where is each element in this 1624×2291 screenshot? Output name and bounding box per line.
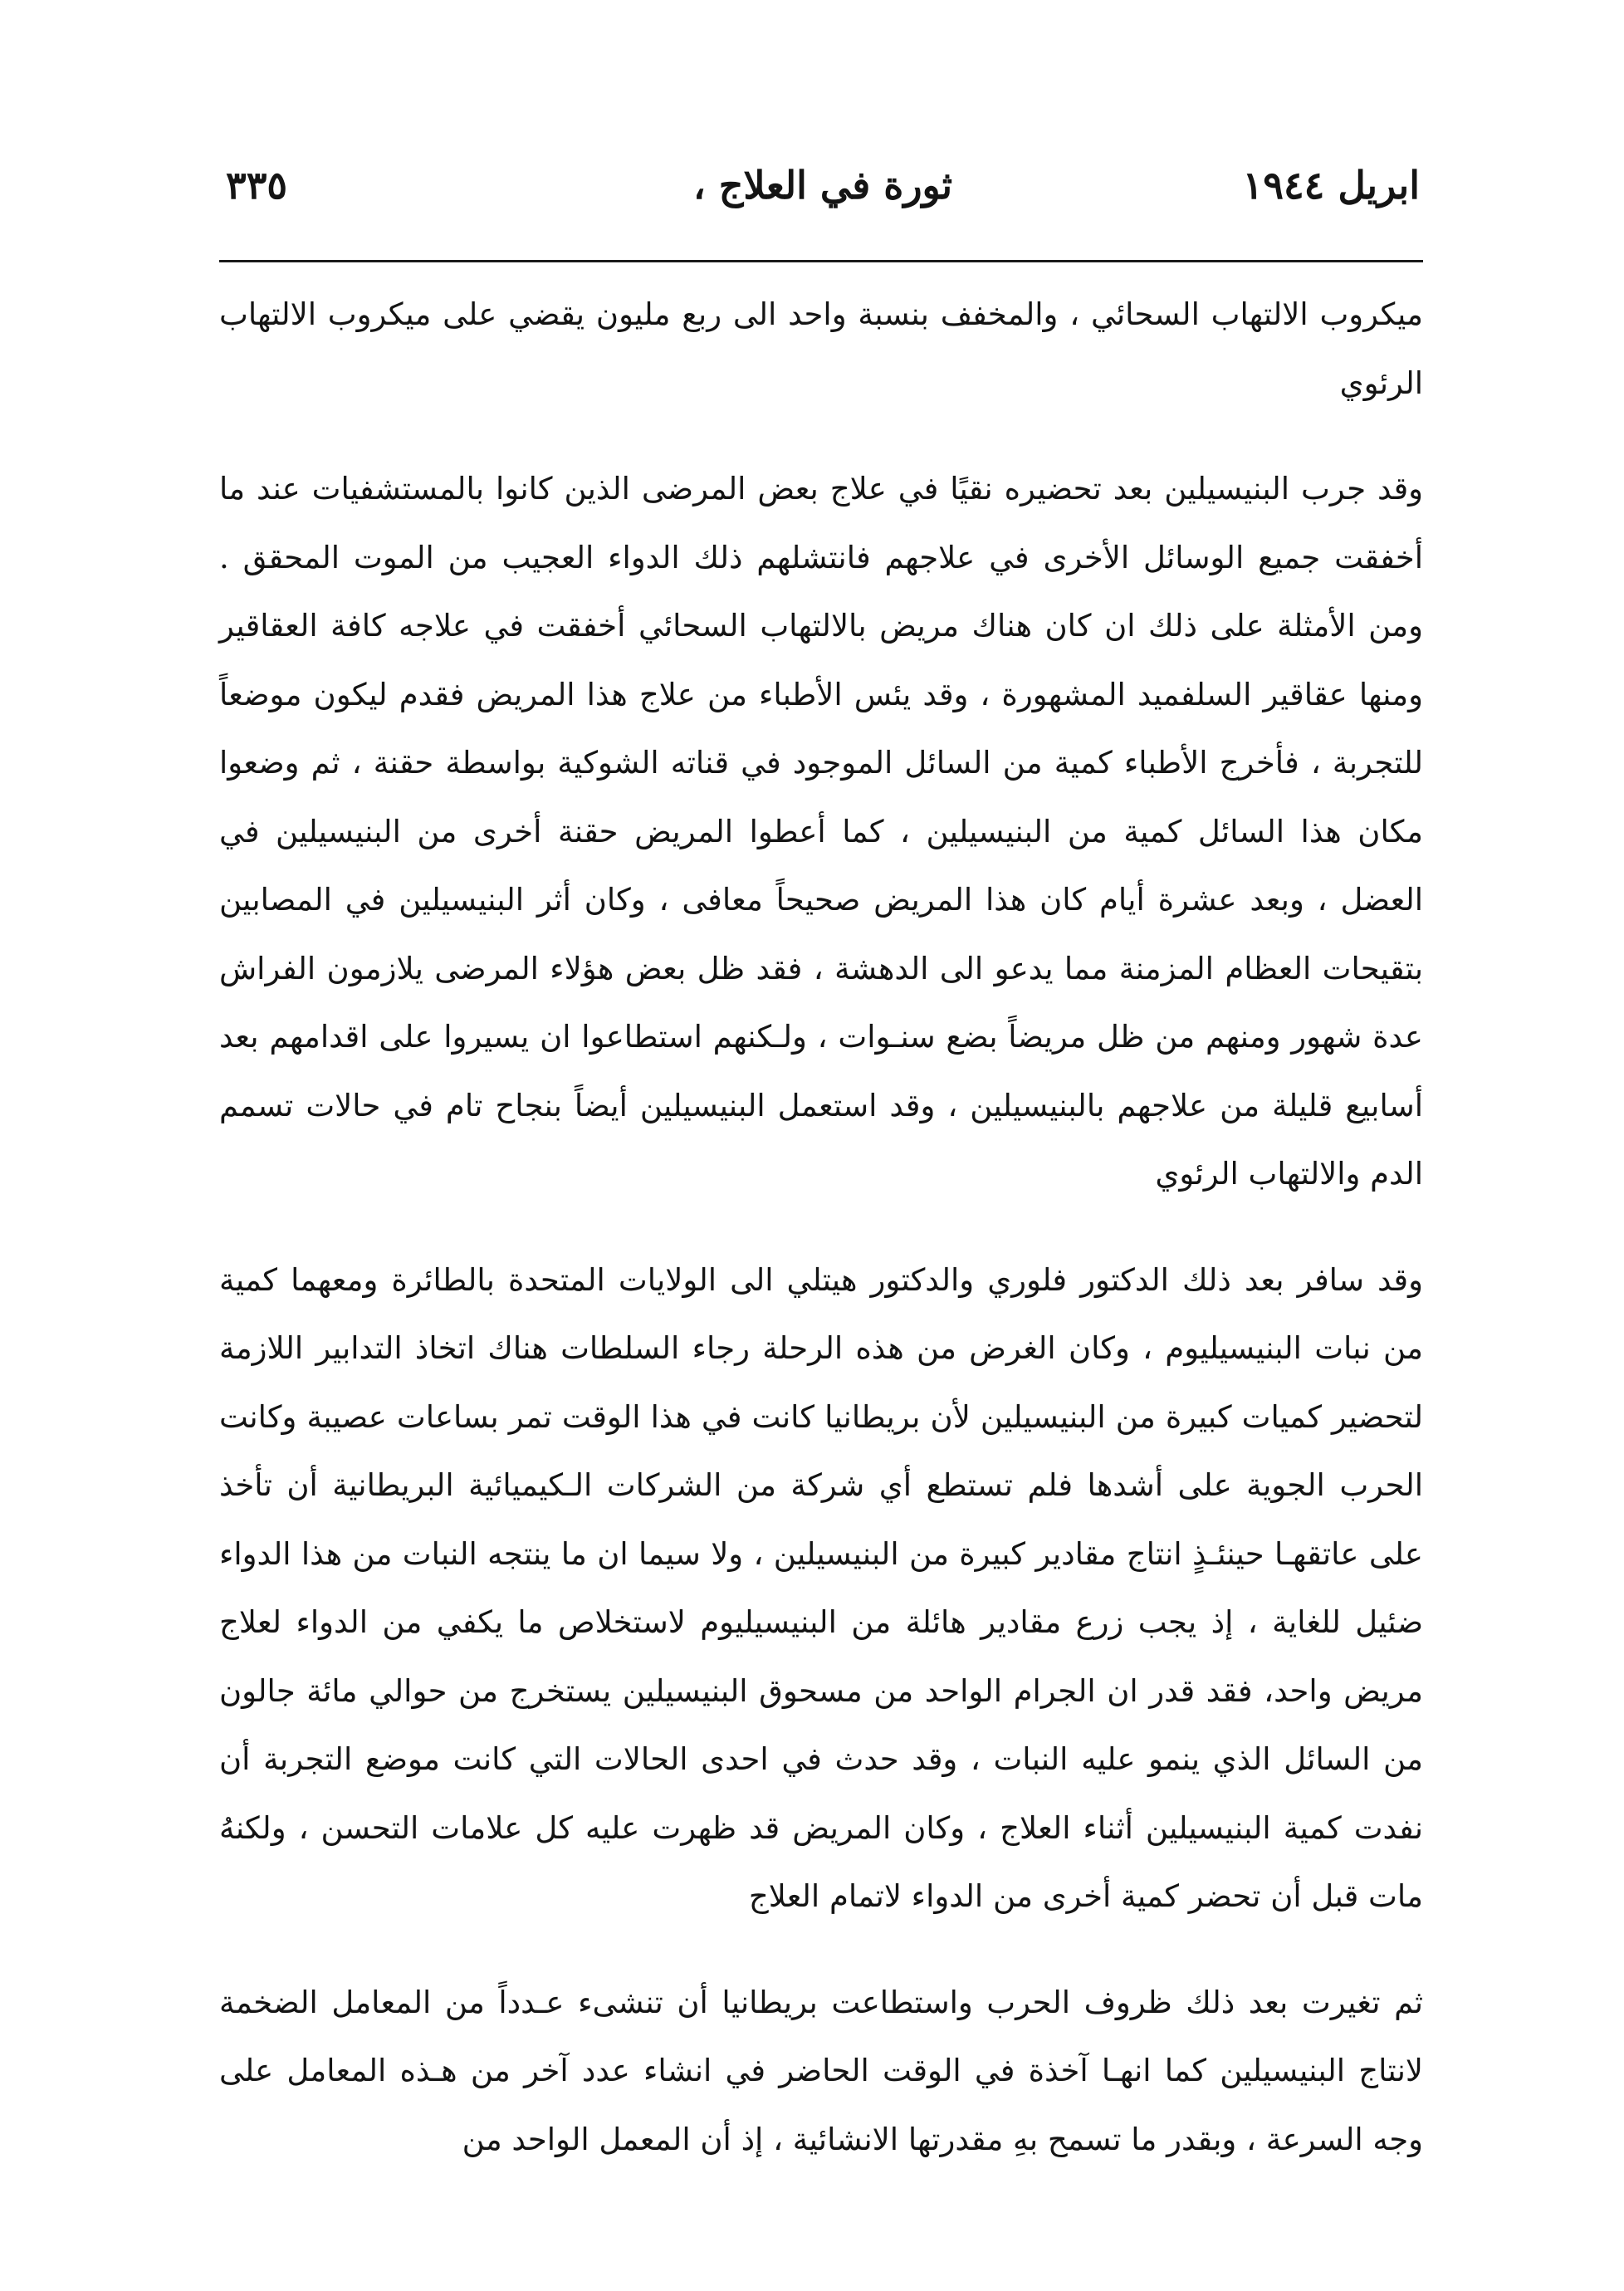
header-title: ثورة في العلاج ، xyxy=(692,163,953,208)
page-number: ٣٣٥ xyxy=(226,163,288,208)
header-date: ابريل ١٩٤٤ xyxy=(1242,163,1420,208)
paragraph: وقد جرب البنيسيلين بعد تحضيره نقيًا في علاج بعض المرضى الذين كانوا بالمستشفيات عند ما أخفقت جميع الوسائل الأخرى في علاجهم فانتشلهم ذلك الدواء العجيب من الموت المحقق . ومن الأمثلة على ذلك ان كان هناك مريض بالالتهاب السحائي أخفقت في علاجه كافة العقاقير ومنها عقاقير السلفميد المشهورة ، وقد يئس الأطباء من علاج هذا المريض فقدم ليكون موضعاً للتجربة ، فأخرج الأطباء كمية من السائل الموجود في قناته الشوكية بواسطة حقنة ، ثم وضعوا مكان هذا السائل كمية من البنيسيلين ، كما أعطوا المريض حقنة أخرى من البنيسيلين في العضل ، وبعد عشرة أيام كان هذا المريض صحيحاً معافى ، وكان أثر البنيسيلين في المصابين بتقيحات العظام المزمنة مما يدعو الى الدهشة ، فقد ظل بعض هؤلاء المرضى يلازمون الفراش عدة شهور ومنهم من ظل مريضاً بضع سنـوات ، ولـكنهم استطاعوا ان يسيروا على اقدامهم بعد أسابيع قليلة من علاجهم بالبنيسيلين ، وقد استعمل البنيسيلين أيضاً بنجاح تام في حالات تسمم الدم والالتهاب الرئوي xyxy=(219,471,1423,1192)
paragraph: وقد سافر بعد ذلك الدكتور فلوري والدكتور هيتلي الى الولايات المتحدة بالطائرة ومعهما كمية من نبات البنيسيليوم ، وكان الغرض من هذه الرحلة رجاء السلطات هناك اتخاذ التدابير اللازمة لتحضير كميات كبيرة من البنيسيلين لأن بريطانيا كانت في هذا الوقت تمر بساعات عصيبة وكانت الحرب الجوية على أشدها فلم تستطع أي شركة من الشركات الـكيميائية البريطانية أن تأخذ على عاتقهـا حينئـذٍ انتاج مقادير كبيرة من البنيسيلين ، ولا سيما ان ما ينتجه النبات من هذا الدواء ضئيل للغاية ، إذ يجب زرع مقادير هائلة من البنيسيليوم لاستخلاص ما يكفي من الدواء لعلاج مريض واحد، فقد قدر ان الجرام الواحد من مسحوق البنيسيلين يستخرج من حوالي مائة جالون من السائل الذي ينمو عليه النبات ، وقد حدث في احدى الحالات التي كانت موضع التجربة أن نفدت كمية البنيسيلين أثناء العلاج ، وكان المريض قد ظهرت عليه كل علامات التحسن ، ولكنهُ مات قبل أن تحضر كمية أخرى من الدواء لاتمام العلاج xyxy=(219,1261,1423,1914)
running-header xyxy=(226,163,1420,228)
header-rule xyxy=(219,260,1423,262)
paragraph: ميكروب الالتهاب السحائي ، والمخفف بنسبة واحد الى ربع مليون يقضي على ميكروب الالتهاب الرئوي xyxy=(219,296,1423,401)
paragraph: ثم تغيرت بعد ذلك ظروف الحرب واستطاعت بريطانيا أن تنشىء عـدداً من المعامل الضخمة لانتاج البنيسيلين كما انهـا آخذة في الوقت الحاضر في انشاء عدد آخر من هـذه المعامل على وجه السرعة ، وبقدر ما تسمح بهِ مقدرتها الانشائية ، إذ أن المعمل الواحد من xyxy=(219,1984,1423,2157)
body-text xyxy=(219,281,1423,2174)
